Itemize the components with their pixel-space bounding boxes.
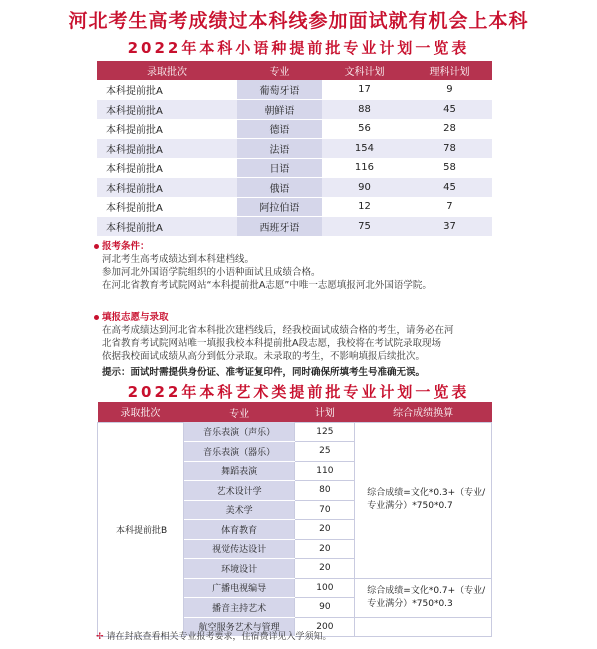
- cell-plan: 200: [295, 617, 355, 637]
- table-header-row: [98, 402, 492, 422]
- cell-plan: 100: [295, 578, 355, 598]
- cell-science-plan: 78: [407, 139, 492, 159]
- col-header-major: 专业: [183, 402, 295, 422]
- col-header-plan: 计划: [295, 402, 355, 422]
- cell-batch: 本科提前批A: [97, 80, 237, 100]
- cell-major: 朝鲜语: [237, 100, 322, 120]
- cell-plan: 90: [295, 598, 355, 618]
- application-line: 依据我校面试成绩从高分到低分录取。未录取的考生，不影响填报后续批次。: [102, 351, 426, 362]
- cell-major: 艺术设计学: [183, 481, 295, 501]
- table-row: [97, 197, 492, 217]
- cell-formula-b: 综合成绩=文化*0.7+（专业/专业满分）*750*0.3: [355, 578, 492, 617]
- application-line: 北省教育考试院网站唯一填报我校本科提前批A段志愿，我校将在考试院录取现场: [102, 338, 441, 349]
- cell-plan: 110: [295, 461, 355, 481]
- cell-major: 舞蹈表演: [183, 461, 295, 481]
- table-row: [97, 158, 492, 178]
- cell-major: 环境设计: [183, 559, 295, 579]
- col-header-major: 专业: [237, 61, 322, 80]
- headline: 河北考生高考成绩过本科线参加面试就有机会上本科: [68, 10, 529, 32]
- col-header-arts-plan: 文科计划: [322, 61, 407, 80]
- cell-batch: 本科提前批A: [97, 197, 237, 217]
- cell-major: 西班牙语: [237, 217, 322, 237]
- cell-batch: 本科提前批A: [97, 100, 237, 120]
- application-line: 在高考成绩达到河北省本科批次建档线后，经我校面试成绩合格的考生，请务必在河: [102, 325, 454, 336]
- cell-science-plan: 37: [407, 217, 492, 237]
- cell-arts-plan: 56: [322, 119, 407, 139]
- col-header-batch: 录取批次: [98, 402, 184, 422]
- cell-major: 美术学: [183, 500, 295, 520]
- table-row: [97, 139, 492, 159]
- application-heading: 填报志愿与录取: [94, 311, 534, 324]
- condition-line: 参加河北外国语学院组织的小语种面试且成绩合格。: [102, 267, 321, 278]
- col-header-science-plan: 理科计划: [407, 61, 492, 80]
- cell-major: 阿拉伯语: [237, 197, 322, 217]
- cell-major: 航空服务艺术与管理: [183, 617, 295, 637]
- cell-arts-plan: 154: [322, 139, 407, 159]
- art-plan-table: [97, 402, 492, 637]
- tip-text: 提示：面试时需提供身份证、准考证复印件，同时确保所填考生号准确无误。: [102, 367, 426, 378]
- cell-batch: 本科提前批B: [98, 422, 184, 637]
- cell-arts-plan: 116: [322, 158, 407, 178]
- cell-major: 体育教育: [183, 520, 295, 540]
- cell-major: 音乐表演（声乐）: [183, 422, 295, 442]
- cell-major: 日语: [237, 158, 322, 178]
- table-row: [97, 80, 492, 100]
- cell-formula-a: 综合成绩=文化*0.3+（专业/专业满分）*750*0.7: [355, 422, 492, 578]
- cell-arts-plan: 90: [322, 178, 407, 198]
- bullet-icon: [94, 244, 99, 249]
- table-row: [97, 217, 492, 237]
- footnote: ✢ 请在封底查看相关专业报考要求，住宿费详见入学须知。: [96, 632, 332, 642]
- cell-plan: 20: [295, 520, 355, 540]
- bullet-icon: [94, 315, 99, 320]
- cell-arts-plan: 17: [322, 80, 407, 100]
- cell-science-plan: 7: [407, 197, 492, 217]
- cell-batch: 本科提前批A: [97, 158, 237, 178]
- table2-title: 2022年本科艺术类提前批专业计划一览表: [127, 383, 470, 401]
- table-row: [97, 178, 492, 198]
- cell-major: 视觉传达设计: [183, 539, 295, 559]
- cell-major: 音乐表演（器乐）: [183, 442, 295, 462]
- cell-plan: 80: [295, 481, 355, 501]
- table-row: [98, 422, 492, 442]
- col-header-score-conversion: 综合成绩换算: [355, 402, 492, 422]
- cell-batch: 本科提前批A: [97, 139, 237, 159]
- cell-science-plan: 45: [407, 178, 492, 198]
- cell-major: 德语: [237, 119, 322, 139]
- cell-science-plan: 45: [407, 100, 492, 120]
- cell-major: 广播电视编导: [183, 578, 295, 598]
- cell-plan: 20: [295, 559, 355, 579]
- table-row: [97, 119, 492, 139]
- table-row: [97, 100, 492, 120]
- cell-science-plan: 58: [407, 158, 492, 178]
- cell-science-plan: 28: [407, 119, 492, 139]
- application-section: [94, 311, 534, 363]
- cell-plan: 20: [295, 539, 355, 559]
- conditions-section: [94, 240, 534, 292]
- cell-batch: 本科提前批A: [97, 119, 237, 139]
- cross-star-icon: ✢: [96, 632, 104, 642]
- cell-empty: [355, 617, 492, 637]
- table-header-row: [97, 61, 492, 80]
- cell-major: 法语: [237, 139, 322, 159]
- cell-science-plan: 9: [407, 80, 492, 100]
- col-header-batch: 录取批次: [97, 61, 237, 80]
- cell-plan: 70: [295, 500, 355, 520]
- cell-major: 俄语: [237, 178, 322, 198]
- cell-batch: 本科提前批A: [97, 217, 237, 237]
- cell-arts-plan: 12: [322, 197, 407, 217]
- table1-title: 2022年本科小语种提前批专业计划一览表: [127, 39, 470, 57]
- cell-batch: 本科提前批A: [97, 178, 237, 198]
- cell-plan: 125: [295, 422, 355, 442]
- cell-arts-plan: 88: [322, 100, 407, 120]
- cell-arts-plan: 75: [322, 217, 407, 237]
- cell-major: 葡萄牙语: [237, 80, 322, 100]
- cell-major: 播音主持艺术: [183, 598, 295, 618]
- condition-line: 河北考生高考成绩达到本科建档线。: [102, 254, 255, 265]
- condition-line: 在河北省教育考试院网站“本科提前批A志愿”中唯一志愿填报河北外国语学院。: [102, 280, 432, 291]
- cell-plan: 25: [295, 442, 355, 462]
- conditions-heading: 报考条件：: [94, 240, 534, 253]
- language-plan-table: [97, 61, 492, 237]
